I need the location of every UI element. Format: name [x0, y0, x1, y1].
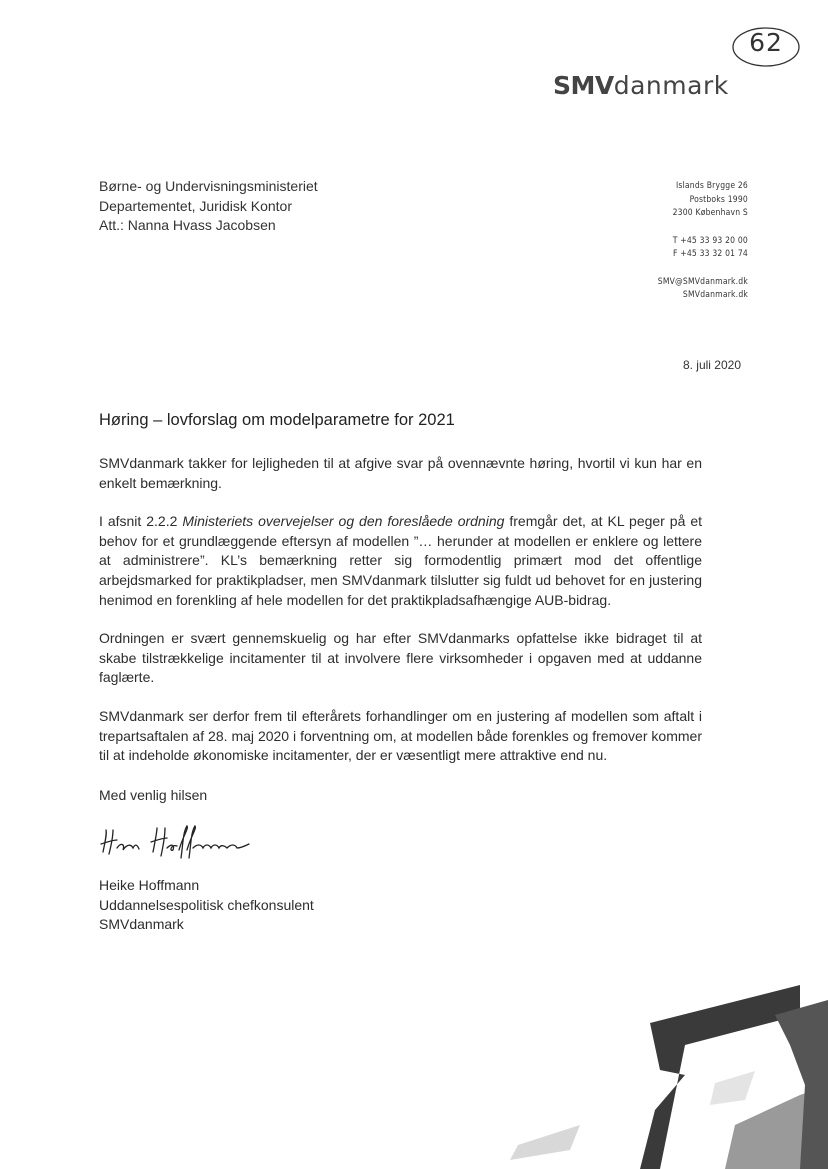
recipient-address [99, 177, 318, 236]
body-paragraph-1: SMVdanmark takker for lejligheden til at afgive svar på ovennævnte høring, hvortil vi kun har en enkelt bemærkning. [99, 455, 702, 491]
stamp-number: 62 [749, 28, 783, 57]
signer-name: Heike Hoffmann [99, 877, 200, 893]
closing-salutation: Med venlig hilsen [99, 787, 208, 803]
decorative-corner-graphic [500, 975, 828, 1169]
sender-spacer-2 [658, 262, 748, 276]
p2-after: fremgår det, at KL peger på et behov for et grundlæggende eftersyn af modellen ”… herunder at modellen er enklere og lettere at administrere”. KL’s bemærkning retter sig formodentlig primært mod det offentlige arbejdsmarked for praktikpladser, men SMVdanmark tilslutter sig fuldt ud behovet for en justering henimod en forenkling af hele modellen for det praktikpladsafhængige AUB-bidrag. [99, 513, 702, 608]
sender-spacer [658, 221, 748, 235]
light-square-shape [710, 1071, 755, 1105]
recipient-line-3: Att.: Nanna Hvass Jacobsen [99, 217, 276, 233]
letter-body [99, 454, 702, 766]
body-paragraph-2 [99, 512, 702, 610]
handwritten-signature [97, 822, 267, 862]
body-paragraph-4: SMVdanmark ser derfor frem til efterårets forhandlinger om en justering af modellen som aftalt i trepartsaftalen af 28. maj 2020 i forventning om, at modellen både forenkles og fremover kommer til at indeholde økonomiske incitamenter, der er væsentligt mere attraktive end nu. [99, 707, 702, 764]
sender-phone: T +45 33 93 20 00 [672, 235, 748, 246]
light-wedge-shape [510, 1125, 580, 1160]
p2-italic-section-title: Ministeriets overvejelser og den foreslåede ordning [182, 513, 505, 530]
handwritten-number-stamp [730, 25, 802, 69]
sender-address [658, 180, 748, 303]
signer-block [99, 876, 314, 935]
sender-web: SMVdanmark.dk [682, 290, 748, 300]
sender-city: 2300 København S [672, 208, 748, 218]
body-paragraph-3: Ordningen er svært gennemskuelig og har efter SMVdanmarks opfattelse ikke bidraget til at skabe tilstrækkelige incitamenter til at involvere flere virksomheder i opgaven med at uddanne faglærte. [99, 630, 702, 686]
logo-bold-part: SMV [553, 71, 614, 100]
p2-before: I afsnit 2.2.2 [99, 513, 183, 530]
sender-email: SMV@SMVdanmark.dk [657, 276, 748, 287]
signer-title: Uddannelsespolitisk chefkonsulent [99, 896, 314, 913]
recipient-line-2: Departementet, Juridisk Kontor [99, 197, 292, 214]
letter-date: 8. juli 2020 [682, 358, 741, 372]
smvdanmark-logo [553, 71, 729, 100]
sender-fax: F +45 33 32 01 74 [673, 249, 748, 259]
sender-street: Islands Brygge 26 [675, 181, 748, 191]
logo-light-part: danmark [613, 71, 729, 100]
sender-pobox: Postboks 1990 [689, 194, 748, 205]
signer-organization: SMVdanmark [99, 916, 184, 932]
recipient-line-1: Børne- og Undervisningsministeriet [99, 178, 318, 194]
letter-subject: Høring – lovforslag om modelparametre for 2021 [99, 411, 455, 429]
